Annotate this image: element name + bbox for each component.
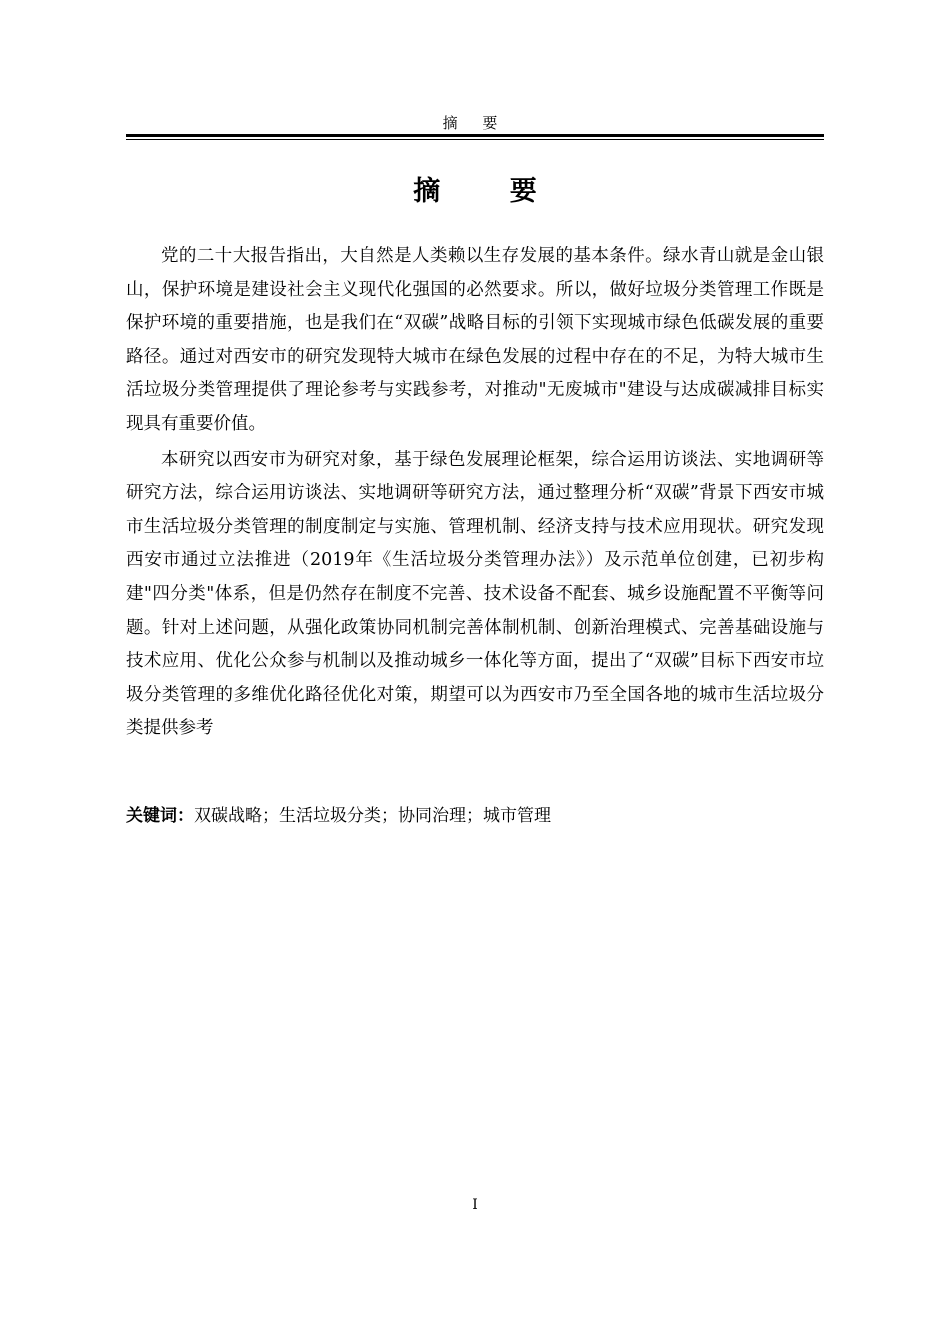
abstract-paragraph-2: 本研究以西安市为研究对象，基于绿色发展理论框架，综合运用访谈法、实地调研等研究方法，综合运用访谈法、实地调研等研究方法，通过整理分析“双碳”背景下西安市城市生活垃圾分类管理的制度制定与实施、管理机制、经济支持与技术应用现状。研究发现西安市通过立法推进（2019年《生活垃圾分类管理办法》）及示范单位创建，已初步构建"四分类"体系，但是仍然存在制度不完善、技术设备不配套、城乡设施配置不平衡等问题。针对上述问题，从强化政策协同机制完善体制机制、创新治理模式、完善基础设施与技术应用、优化公众参与机制以及推动城乡一体化等方面，提出了“双碳”目标下西安市垃圾分类管理的多维优化路径优化对策，期望可以为西安市乃至全国各地的城市生活垃圾分类提供参考 xyxy=(126,449,824,739)
keywords-line xyxy=(126,801,824,831)
page-number: I xyxy=(472,1197,478,1213)
page-title: 摘 要 xyxy=(413,176,567,207)
abstract-paragraph-1: 党的二十大报告指出，大自然是人类赖以生存发展的基本条件。绿水青山就是金山银山，保护环境是建设社会主义现代化强国的必然要求。所以，做好垃圾分类管理工作既是保护环境的重要措施，也是我们在“双碳”战略目标的引领下实现城市绿色低碳发展的重要路径。通过对西安市的研究发现特大城市在绿色发展的过程中存在的不足，为特大城市生活垃圾分类管理提供了理论参考与实践参考，对推动"无废城市"建设与达成碳减排目标实现具有重要价值。 xyxy=(126,246,824,434)
keywords-list: 双碳战略；生活垃圾分类；协同治理；城市管理 xyxy=(194,806,551,826)
keywords-label: 关键词： xyxy=(126,806,194,826)
header-rule-thick xyxy=(126,134,824,137)
header-rule-thin xyxy=(126,139,824,140)
abstract-body xyxy=(126,240,824,748)
running-header: 摘 要 xyxy=(442,114,508,132)
